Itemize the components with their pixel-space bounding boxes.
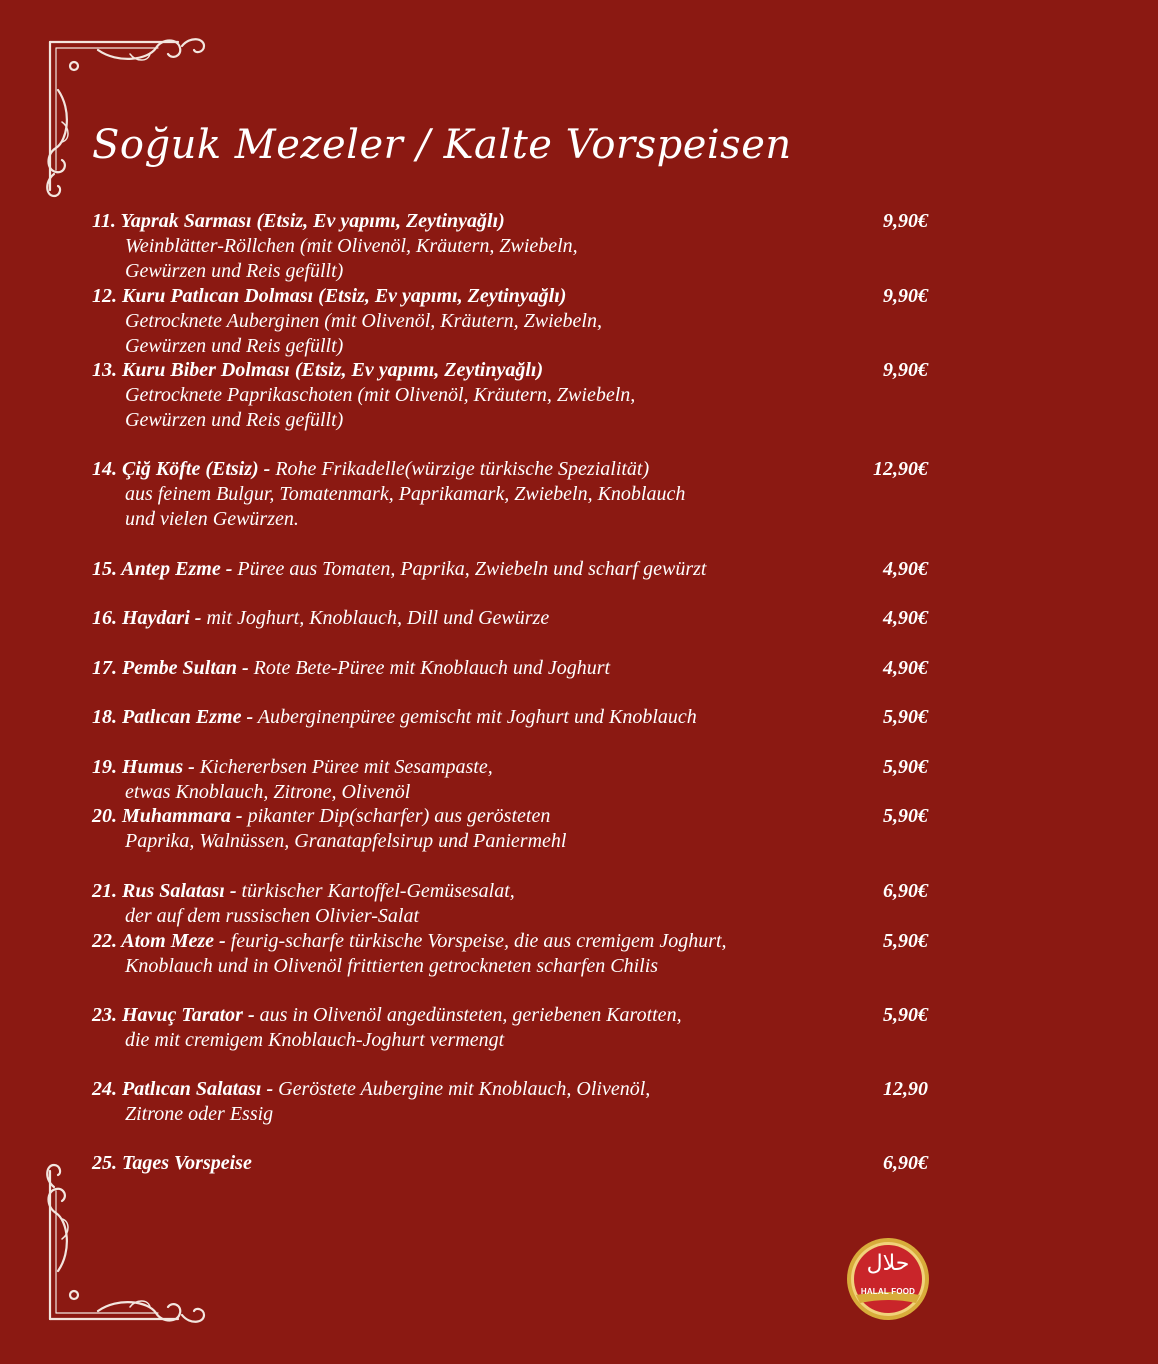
item-desc: pikanter Dip(scharfer) aus gerösteten (242, 805, 551, 827)
item-price: 5,90€ (883, 706, 928, 728)
page-title: Soğuk Mezeler / Kalte Vorspeisen (92, 122, 792, 168)
item-desc: Rohe Frikadelle(würzige türkische Spezialität) (270, 458, 650, 480)
halal-arabic-text: حلال (866, 1251, 910, 1276)
item-price: 4,90€ (883, 558, 928, 580)
menu-item-22 (92, 929, 932, 979)
item-desc-line: Gewürzen und Reis gefüllt) (125, 259, 344, 282)
item-price: 9,90€ (883, 285, 928, 307)
item-name: 13. Kuru Biber Dolması (Etsiz, Ev yapımı, Zeytinyağlı) (92, 359, 544, 381)
menu-item-13 (92, 358, 932, 432)
halal-food-badge (846, 1237, 930, 1321)
item-desc: Kichererbsen Püree mit Sesampaste, (194, 756, 493, 778)
item-desc: feurig-scharfe türkische Vorspeise, die aus cremigem Joghurt, (225, 930, 727, 952)
item-name: 19. Humus - (92, 756, 195, 778)
menu-item-15 (92, 557, 932, 582)
item-desc: türkischer Kartoffel-Gemüsesalat, (236, 880, 515, 902)
item-name: 24. Patlıcan Salatası - (92, 1078, 274, 1100)
item-desc-line: der auf dem russischen Olivier-Salat (125, 904, 420, 927)
item-price: 5,90€ (883, 805, 928, 827)
item-name: 20. Muhammara - (92, 805, 243, 827)
item-price: 4,90€ (883, 657, 928, 679)
item-desc-line: Weinblätter-Röllchen (mit Olivenöl, Kräutern, Zwiebeln, (125, 234, 578, 257)
item-name: 16. Haydari - (92, 607, 202, 629)
item-desc-line: Getrocknete Auberginen (mit Olivenöl, Kräutern, Zwiebeln, (125, 309, 602, 332)
item-desc-line: Gewürzen und Reis gefüllt) (125, 408, 344, 431)
menu-item-14 (92, 457, 932, 531)
item-price: 4,90€ (883, 607, 928, 629)
item-price: 9,90€ (883, 359, 928, 381)
item-desc-line: Knoblauch und in Olivenöl frittierten getrockneten scharfen Chilis (125, 954, 659, 977)
corner-ornament-bottom-left (38, 1156, 213, 1331)
item-name: 22. Atom Meze - (92, 930, 226, 952)
item-desc-line: die mit cremigem Knoblauch-Joghurt vermengt (125, 1028, 505, 1051)
menu-item-12 (92, 284, 932, 358)
item-name: 25. Tages Vorspeise (92, 1152, 252, 1174)
item-price: 9,90€ (883, 210, 928, 232)
menu-item-18 (92, 705, 932, 730)
item-price: 5,90€ (883, 756, 928, 778)
menu-item-23 (92, 1003, 932, 1053)
item-desc: Rote Bete-Püree mit Knoblauch und Joghurt (248, 657, 611, 679)
menu-item-11 (92, 209, 932, 283)
menu-item-17 (92, 656, 932, 681)
item-desc: Auberginenpüree gemischt mit Joghurt und Knoblauch (253, 706, 697, 728)
item-desc: Püree aus Tomaten, Paprika, Zwiebeln und scharf gewürzt (232, 558, 707, 580)
item-name: 14. Çiğ Köfte (Etsiz) - (92, 458, 271, 480)
item-desc: Geröstete Aubergine mit Knoblauch, Olivenöl, (273, 1078, 651, 1100)
menu-item-16 (92, 606, 932, 631)
item-name: 15. Antep Ezme - (92, 558, 233, 580)
halal-label: HALAL FOOD (860, 1287, 916, 1296)
item-desc-line: Paprika, Walnüssen, Granatapfelsirup und Paniermehl (125, 829, 567, 852)
halal-seal-icon (846, 1237, 930, 1321)
item-name: 18. Patlıcan Ezme - (92, 706, 254, 728)
menu-item-25 (92, 1151, 932, 1176)
item-desc-line: etwas Knoblauch, Zitrone, Olivenöl (125, 780, 411, 803)
item-desc: mit Joghurt, Knoblauch, Dill und Gewürze (201, 607, 550, 629)
menu-item-24 (92, 1077, 932, 1127)
corner-ornament-top-left (38, 30, 213, 205)
menu-item-21 (92, 879, 932, 929)
item-name: 21. Rus Salatası - (92, 880, 237, 902)
item-price: 12,90 (883, 1078, 928, 1100)
menu-item-20 (92, 804, 932, 854)
item-price: 5,90€ (883, 1004, 928, 1026)
item-desc-line: und vielen Gewürzen. (125, 507, 299, 530)
item-name: 23. Havuç Tarator - (92, 1004, 255, 1026)
item-price: 6,90€ (883, 880, 928, 902)
item-desc-line: Zitrone oder Essig (125, 1102, 274, 1125)
item-desc-line: aus feinem Bulgur, Tomatenmark, Paprikamark, Zwiebeln, Knoblauch (125, 482, 686, 505)
menu-item-19 (92, 755, 932, 805)
item-name: 17. Pembe Sultan - (92, 657, 249, 679)
item-price: 6,90€ (883, 1152, 928, 1174)
item-price: 5,90€ (883, 930, 928, 952)
item-desc: aus in Olivenöl angedünsteten, geriebenen Karotten, (254, 1004, 682, 1026)
item-price: 12,90€ (873, 458, 928, 480)
item-desc-line: Gewürzen und Reis gefüllt) (125, 334, 344, 357)
item-name: 12. Kuru Patlıcan Dolması (Etsiz, Ev yapımı, Zeytinyağlı) (92, 285, 567, 307)
item-desc-line: Getrocknete Paprikaschoten (mit Olivenöl, Kräutern, Zwiebeln, (125, 383, 636, 406)
item-name: 11. Yaprak Sarması (Etsiz, Ev yapımı, Zeytinyağlı) (92, 210, 505, 232)
